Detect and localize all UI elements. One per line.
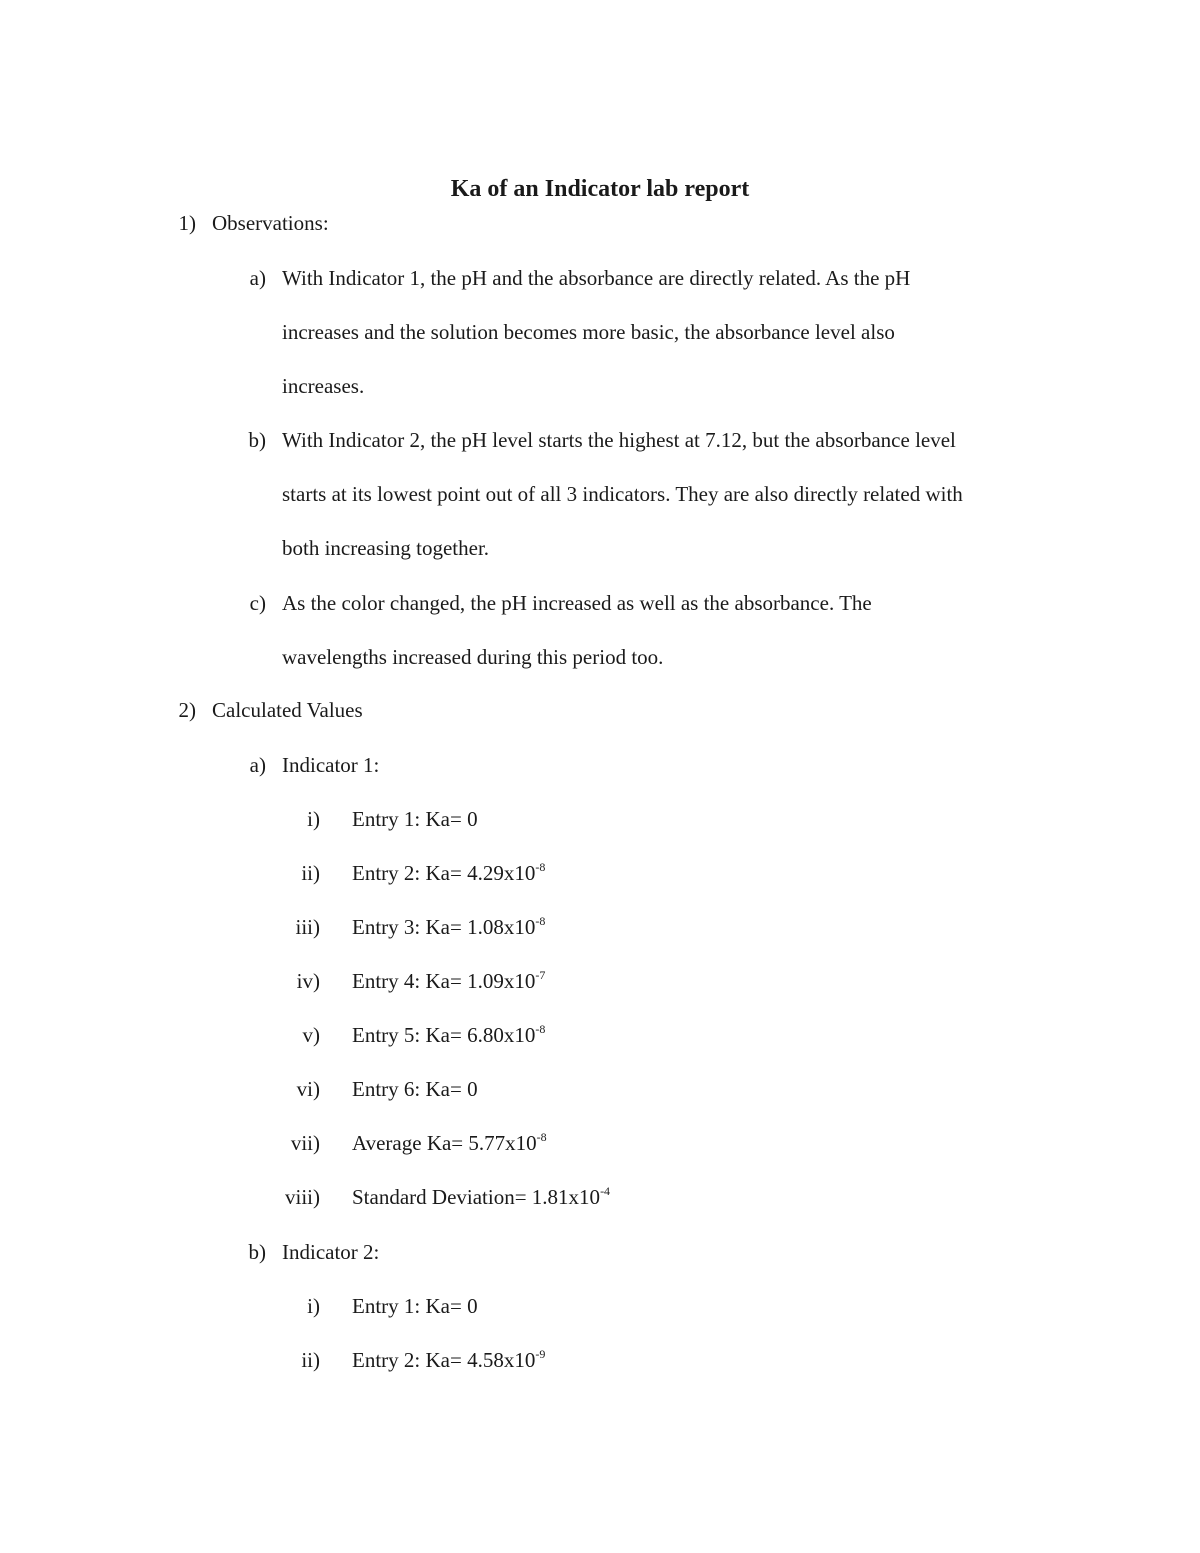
list-marker: i)	[307, 1294, 320, 1318]
observation-line: increases.	[282, 374, 365, 398]
list-marker: i)	[307, 807, 320, 831]
ka-entry-text: Entry 6: Ka= 0	[352, 1077, 478, 1101]
ka-exponent: -8	[535, 914, 546, 928]
indicator-heading-text: Indicator 2:	[282, 1240, 380, 1264]
section-heading-text: Observations:	[212, 211, 329, 235]
list-marker: viii)	[285, 1185, 320, 1209]
list-marker: a)	[249, 753, 266, 777]
ka-exponent: -8	[535, 860, 546, 874]
observation-line: With Indicator 2, the pH level starts the highest at 7.12, but the absorbance level	[282, 428, 956, 452]
list-marker: ii)	[301, 861, 320, 885]
list-marker: iv)	[296, 969, 320, 993]
list-marker: iii)	[295, 915, 320, 939]
list-marker: ii)	[301, 1348, 320, 1372]
ka-exponent: -4	[600, 1184, 611, 1198]
list-marker: 1)	[178, 211, 196, 235]
ka-entry-text: Entry 2: Ka= 4.58x10	[352, 1348, 536, 1372]
ka-exponent: -9	[535, 1347, 546, 1361]
observation-line: both increasing together.	[282, 536, 490, 560]
ka-entry-text: Standard Deviation= 1.81x10	[352, 1185, 601, 1209]
list-marker: vi)	[296, 1077, 320, 1101]
document-title: Ka of an Indicator lab report	[450, 176, 750, 202]
ka-entry-text: Entry 3: Ka= 1.08x10	[352, 915, 536, 939]
list-marker: 2)	[178, 698, 196, 722]
section-heading-text: Calculated Values	[212, 698, 363, 722]
list-marker: vii)	[290, 1131, 320, 1155]
list-marker: b)	[248, 1240, 266, 1264]
ka-entry-text: Average Ka= 5.77x10	[352, 1131, 537, 1155]
observation-line: wavelengths increased during this period too.	[282, 645, 664, 669]
ka-exponent: -8	[535, 1022, 546, 1036]
ka-entry-text: Entry 4: Ka= 1.09x10	[352, 969, 536, 993]
observation-line: increases and the solution becomes more basic, the absorbance level also	[282, 320, 895, 344]
observation-line: As the color changed, the pH increased as well as the absorbance. The	[282, 591, 872, 615]
list-marker: b)	[248, 428, 266, 452]
observation-line: With Indicator 1, the pH and the absorbance are directly related. As the pH	[282, 266, 911, 290]
list-marker: a)	[249, 266, 266, 290]
observation-line: starts at its lowest point out of all 3 indicators. They are also directly related with	[282, 482, 963, 506]
list-marker: c)	[249, 591, 266, 615]
ka-entry-text: Entry 1: Ka= 0	[352, 1294, 478, 1318]
ka-entry-text: Entry 5: Ka= 6.80x10	[352, 1023, 536, 1047]
ka-entry-text: Entry 2: Ka= 4.29x10	[352, 861, 536, 885]
ka-exponent: -8	[536, 1130, 547, 1144]
ka-exponent: -7	[535, 968, 546, 982]
list-marker: v)	[302, 1023, 320, 1047]
ka-entry-text: Entry 1: Ka= 0	[352, 807, 478, 831]
indicator-heading-text: Indicator 1:	[282, 753, 380, 777]
